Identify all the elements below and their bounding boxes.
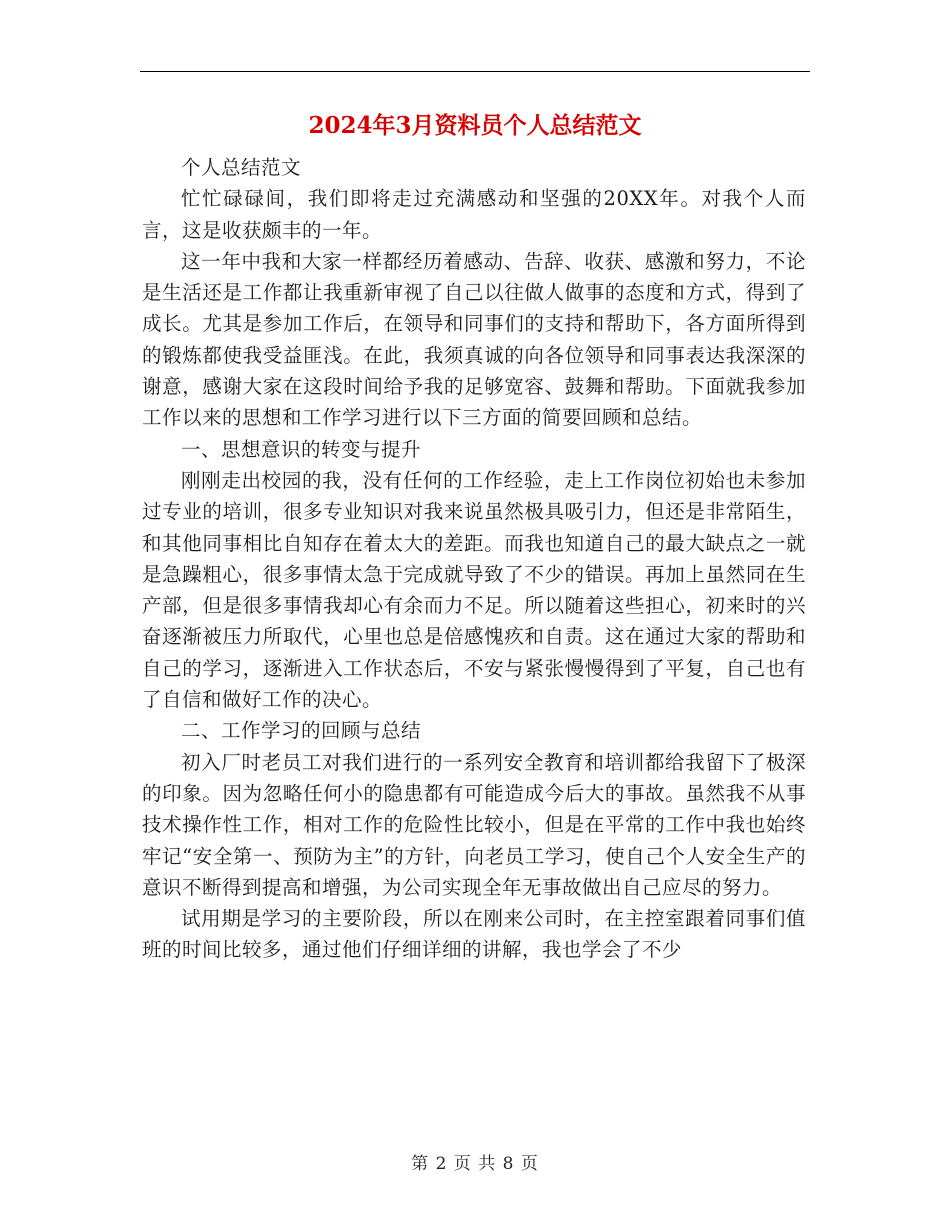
paragraph: 试用期是学习的主要阶段，所以在刚来公司时，在主控室跟着同事们值班的时间比较多，通过他们仔细详细的讲解，我也学会了不少 (142, 907, 806, 962)
header-rule (140, 71, 810, 72)
document-body (142, 152, 806, 966)
paragraph-heading: 个人总结范文 (181, 156, 302, 179)
document-title: 2024年3月资料员个人总结范文 (308, 112, 642, 139)
paragraph: 刚刚走出校园的我，没有任何的工作经验，走上工作岗位初始也未参加过专业的培训，很多专业知识对我来说虽然极具吸引力，但还是非常陌生，和其他同事相比自知存在着太大的差距。而我也知道自己的最大缺点之一就是急躁粗心，很多事情太急于完成就导致了不少的错误。再加上虽然同在生产部，但是很多事情我却心有余而力不足。所以随着这些担心，初来时的兴奋逐渐被压力所取代，心里也总是倍感愧疚和自责。这在通过大家的帮助和自己的学习，逐渐进入工作状态后，不安与紧张慢慢得到了平复，自己也有了自信和做好工作的决心。 (142, 468, 806, 712)
paragraph: 这一年中我和大家一样都经历着感动、告辞、收获、感激和努力，不论是生活还是工作都让我重新审视了自己以往做人做事的态度和方式，得到了成长。尤其是参加工作后，在领导和同事们的支持和帮助下，各方面所得到的锻炼都使我受益匪浅。在此，我须真诚的向各位领导和同事表达我深深的谢意，感谢大家在这段时间给予我的足够宽容、鼓舞和帮助。下面就我参加工作以来的思想和工作学习进行以下三方面的简要回顾和总结。 (142, 249, 806, 430)
page-number-footer: 第 2 页 共 8 页 (411, 1154, 539, 1174)
section-heading: 一、思想意识的转变与提升 (181, 437, 422, 461)
section-heading: 二、工作学习的回顾与总结 (181, 719, 422, 743)
paragraph: 忙忙碌碌间，我们即将走过充满感动和坚强的20XX年。对我个人而言，这是收获颇丰的一年。 (142, 187, 806, 242)
paragraph: 初入厂时老员工对我们进行的一系列安全教育和培训都给我留下了极深的印象。因为忽略任何小的隐患都有可能造成今后大的事故。虽然我不从事技术操作性工作，相对工作的危险性比较小，但是在平常的工作中我也始终牢记“安全第一、预防为主”的方针，向老员工学习，使自己个人安全生产的意识不断得到提高和增强，为公司实现全年无事故做出自己应尽的努力。 (142, 750, 806, 899)
